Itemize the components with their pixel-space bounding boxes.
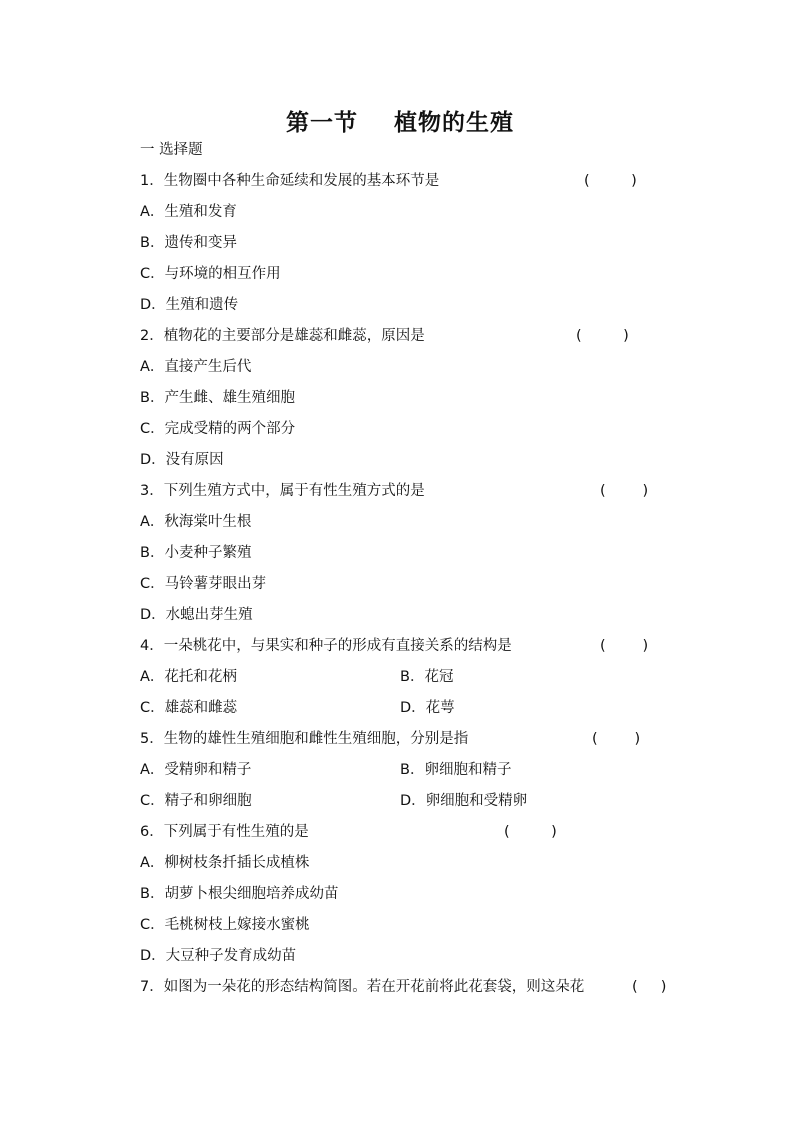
question-1-stem: 1．生物圈中各种生命延续和发展的基本环节是 (140, 173, 440, 189)
question-4-option-c: C．雄蕊和雌蕊 (140, 700, 238, 716)
question-5-answer-blank: ( ) (592, 731, 641, 747)
question-3-option-a: A．秋海棠叶生根 (140, 514, 252, 530)
question-5-option-b: B．卵细胞和精子 (400, 762, 512, 778)
question-5-option-a: A．受精卵和精子 (140, 762, 252, 778)
question-1-option-a: A．生殖和发育 (140, 204, 237, 220)
question-2-option-a: A．直接产生后代 (140, 359, 252, 375)
question-4-stem: 4．一朵桃花中，与果实和种子的形成有直接关系的结构是 (140, 638, 512, 654)
question-6-option-d: D．大豆种子发育成幼苗 (140, 948, 297, 964)
question-4-option-b: B．花冠 (400, 669, 454, 685)
question-4-answer-blank: ( ) (600, 638, 649, 654)
question-1-option-c: C．与环境的相互作用 (140, 266, 281, 282)
question-7-answer-blank: ( ) (632, 979, 667, 995)
question-1-option-b: B．遗传和变异 (140, 235, 237, 251)
question-6-option-c: C．毛桃树枝上嫁接水蜜桃 (140, 917, 310, 933)
question-2-answer-blank: ( ) (576, 328, 629, 344)
question-2-option-b: B．产生雌、雄生殖细胞 (140, 390, 295, 406)
question-5-stem: 5．生物的雄性生殖细胞和雌性生殖细胞，分别是指 (140, 731, 469, 747)
question-1-answer-blank: ( ) (584, 173, 637, 189)
question-3-option-b: B．小麦种子繁殖 (140, 545, 252, 561)
question-3-answer-blank: ( ) (600, 483, 649, 499)
question-6-option-a: A．柳树枝条扦插长成植株 (140, 855, 310, 871)
question-2-option-d: D．没有原因 (140, 452, 224, 468)
question-3-stem: 3．下列生殖方式中，属于有性生殖方式的是 (140, 483, 425, 499)
question-6-stem: 6．下列属于有性生殖的是 (140, 824, 309, 840)
question-3-option-d: D．水螅出芽生殖 (140, 607, 253, 623)
question-5-option-c: C．精子和卵细胞 (140, 793, 252, 809)
question-5-option-d: D．卵细胞和受精卵 (400, 793, 528, 809)
question-7-stem: 7．如图为一朵花的形态结构简图。若在开花前将此花套袋，则这朵花 (140, 979, 585, 995)
question-2-option-c: C．完成受精的两个部分 (140, 421, 296, 437)
question-2-stem: 2．植物花的主要部分是雄蕊和雌蕊，原因是 (140, 328, 425, 344)
section-heading: 一 选择题 (140, 142, 203, 158)
page-title: 第一节 植物的生殖 (285, 110, 515, 136)
question-3-option-c: C．马铃薯芽眼出芽 (140, 576, 267, 592)
question-6-answer-blank: ( ) (504, 824, 557, 840)
question-4-option-a: A．花托和花柄 (140, 669, 237, 685)
question-4-option-d: D．花萼 (400, 700, 455, 716)
question-6-option-b: B．胡萝卜根尖细胞培养成幼苗 (140, 886, 339, 902)
question-1-option-d: D．生殖和遗传 (140, 297, 239, 313)
